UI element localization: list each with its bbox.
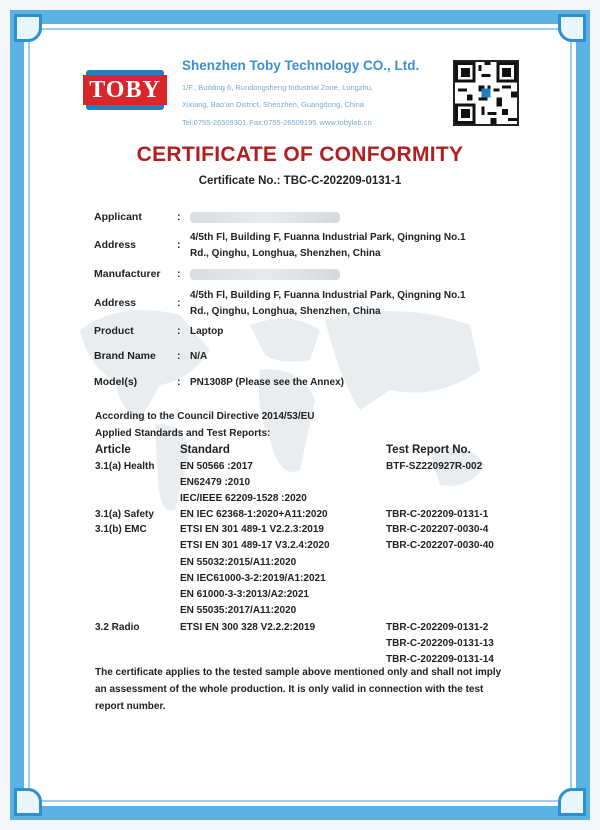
- report-item: TBR-C-202209-0131-13: [386, 638, 494, 649]
- standard-item: EN 55035:2017/A11:2020: [180, 605, 297, 616]
- model-label: Model(s): [94, 376, 138, 388]
- standard-item: EN 50566 :2017: [180, 461, 253, 472]
- report-item: TBR-C-202209-0131-14: [386, 654, 494, 665]
- standard-item: EN IEC 62368-1:2020+A11:2020: [180, 509, 328, 520]
- header-test-report: Test Report No.: [386, 444, 471, 456]
- company-contact: Tel:0755-26509301 Fax:0755-26509195 www.tobylab.cn: [182, 118, 372, 127]
- colon: :: [177, 350, 181, 362]
- report-item: TBR-C-202209-0131-1: [386, 509, 489, 520]
- standard-item: IEC/IEEE 62209-1528 :2020: [180, 493, 307, 504]
- standard-item: EN 55032:2015/A11:2020: [180, 557, 297, 568]
- report-item: BTF-SZ220927R-002: [386, 461, 483, 472]
- colon: :: [177, 268, 181, 280]
- standard-item: EN 61000-3-3:2013/A2:2021: [180, 589, 309, 600]
- redacted-manufacturer: [190, 269, 340, 280]
- article-safety: 3.1(a) Safety: [95, 509, 154, 520]
- colon: :: [177, 239, 181, 251]
- model-value: PN1308P (Please see the Annex): [190, 377, 344, 388]
- brand-value: N/A: [190, 351, 208, 362]
- address-label: Address: [94, 297, 137, 309]
- colon: :: [177, 211, 181, 223]
- directive-text: According to the Council Directive 2014/53/EU: [95, 411, 315, 422]
- applicant-address-2: Rd., Qinghu, Longhua, Shenzhen, China: [190, 248, 381, 259]
- article-radio: 3.2 Radio: [95, 622, 140, 633]
- redacted-applicant: [190, 212, 340, 223]
- article-health: 3.1(a) Health: [95, 461, 155, 472]
- manufacturer-address-1: 4/5th Fl, Building F, Fuanna Industrial Park, Qingning No.1: [190, 290, 466, 301]
- company-address-2: Xixiang, Bao'an District, Shenzhen, Guangdong, China: [182, 100, 364, 109]
- report-item: TBR-C-202207-0030-4: [386, 524, 489, 535]
- company-address-1: 1/F., Building 6, Rundongsheng Industrial Zone, Longzhu,: [182, 83, 373, 92]
- report-item: TBR-C-202209-0131-2: [386, 622, 489, 633]
- colon: :: [177, 376, 181, 388]
- header-standard: Standard: [180, 444, 230, 456]
- header-article: Article: [95, 444, 131, 456]
- manufacturer-label: Manufacturer: [94, 268, 161, 280]
- standard-item: ETSI EN 301 489-17 V3.2.4:2020: [180, 540, 330, 551]
- applied-standards-text: Applied Standards and Test Reports:: [95, 428, 271, 439]
- standard-item: ETSI EN 301 489-1 V2.2.3:2019: [180, 524, 324, 535]
- colon: :: [177, 325, 181, 337]
- article-emc: 3.1(b) EMC: [95, 524, 147, 535]
- standard-item: ETSI EN 300 328 V2.2.2:2019: [180, 622, 316, 633]
- product-value: Laptop: [190, 326, 224, 337]
- toby-logo: [86, 70, 164, 110]
- certificate-number: Certificate No.: TBC-C-202209-0131-1: [198, 175, 402, 187]
- product-label: Product: [94, 325, 134, 337]
- manufacturer-address-2: Rd., Qinghu, Longhua, Shenzhen, China: [190, 306, 381, 317]
- certificate-title: CERTIFICATE OF CONFORMITY: [136, 143, 464, 166]
- company-name: Shenzhen Toby Technology CO., Ltd.: [182, 58, 420, 73]
- address-label: Address: [94, 239, 137, 251]
- colon: :: [177, 297, 181, 309]
- standard-item: EN62479 :2010: [180, 477, 251, 488]
- applicant-label: Applicant: [94, 211, 142, 223]
- brand-label: Brand Name: [94, 350, 156, 362]
- standard-item: EN IEC61000-3-2:2019/A1:2021: [180, 573, 326, 584]
- validity-note: The certificate applies to the tested sample above mentioned only and shall not imply an assessment of the whole production. It is only valid in connection with the test report number.: [95, 667, 502, 712]
- report-item: TBR-C-202207-0030-40: [386, 540, 494, 551]
- qr-code-icon: [453, 60, 519, 126]
- logo-text: TOBY: [83, 75, 167, 105]
- applicant-address-1: 4/5th Fl, Building F, Fuanna Industrial Park, Qingning No.1: [190, 232, 466, 243]
